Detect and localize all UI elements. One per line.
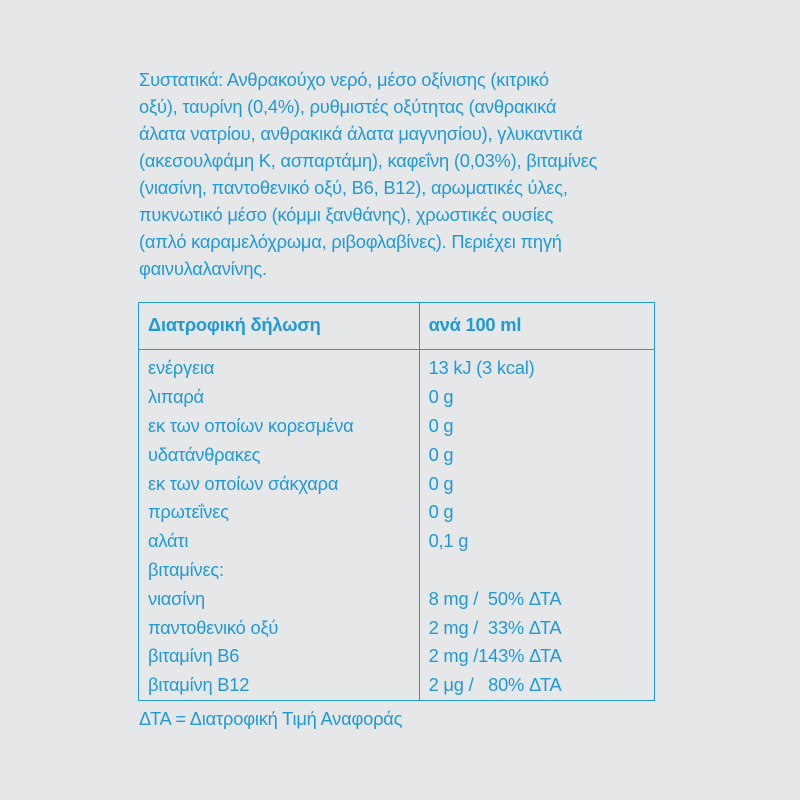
ingredients-line: πυκνωτικό μέσο (κόμμι ξανθάνης), χρωστικές ουσίες <box>139 204 554 225</box>
footnote: ΔΤΑ = Διατροφική Τιμή Αναφοράς <box>139 708 403 729</box>
table-row <box>139 671 655 700</box>
nutrition-header-label: Διατροφική δήλωση <box>139 303 420 350</box>
table-row <box>139 469 655 498</box>
nutrient-value: 0 g <box>419 469 654 498</box>
nutrient-label: υδατάνθρακες <box>139 440 420 469</box>
nutrient-value: 0 g <box>419 412 654 441</box>
nutrient-value: 13 kJ (3 kcal) <box>419 350 654 383</box>
ingredients-text <box>139 66 659 282</box>
nutrient-label: βιταμίνη Β6 <box>139 642 420 671</box>
nutrient-label: βιταμίνες: <box>139 556 420 585</box>
nutrition-header-per-100ml: ανά 100 ml <box>419 303 654 350</box>
nutrient-value: 2 μg / 80% ΔΤΑ <box>419 671 654 700</box>
ingredients-line: (απλό καραμελόχρωμα, ριβοφλαβίνες). Περιέχει πηγή <box>139 231 562 252</box>
nutrient-value: 8 mg / 50% ΔΤΑ <box>419 584 654 613</box>
ingredients-line: (ακεσουλφάμη Κ, ασπαρτάμη), καφεΐνη (0,03%), βιταμίνες <box>139 150 598 171</box>
table-row <box>139 383 655 412</box>
ingredients-line: φαινυλαλανίνης. <box>139 258 267 279</box>
nutrient-label: εκ των οποίων σάκχαρα <box>139 469 420 498</box>
table-row <box>139 642 655 671</box>
nutrition-header-row <box>139 303 655 350</box>
ingredients-line: οξύ), ταυρίνη (0,4%), ρυθμιστές οξύτητας (ανθρακικά <box>139 96 557 117</box>
nutrient-label: ενέργεια <box>139 350 420 383</box>
nutrient-label: βιταμίνη Β12 <box>139 671 420 700</box>
table-row <box>139 350 655 383</box>
nutrient-value: 2 mg / 33% ΔΤΑ <box>419 613 654 642</box>
nutrient-label: παντοθενικό οξύ <box>139 613 420 642</box>
nutrient-label: πρωτεΐνες <box>139 498 420 527</box>
nutrient-value <box>419 556 654 585</box>
table-row <box>139 527 655 556</box>
nutrient-label: λιπαρά <box>139 383 420 412</box>
table-row <box>139 556 655 585</box>
nutrient-label: εκ των οποίων κορεσμένα <box>139 412 420 441</box>
nutrient-value: 2 mg /143% ΔΤΑ <box>419 642 654 671</box>
nutrient-value: 0,1 g <box>419 527 654 556</box>
table-row <box>139 584 655 613</box>
nutrient-label: νιασίνη <box>139 584 420 613</box>
ingredients-line: άλατα νατρίου, ανθρακικά άλατα μαγνησίου), γλυκαντικά <box>139 123 583 144</box>
nutrient-value: 0 g <box>419 383 654 412</box>
nutrient-value: 0 g <box>419 498 654 527</box>
table-row <box>139 498 655 527</box>
table-row <box>139 613 655 642</box>
table-row <box>139 440 655 469</box>
ingredients-line: (νιασίνη, παντοθενικό οξύ, Β6, Β12), αρωματικές ύλες, <box>139 177 568 198</box>
table-row <box>139 412 655 441</box>
ingredients-line: Συστατικά: Ανθρακούχο νερό, μέσο οξίνισης (κιτρικό <box>139 69 549 90</box>
nutrition-table <box>138 302 655 701</box>
nutrient-label: αλάτι <box>139 527 420 556</box>
nutrient-value: 0 g <box>419 440 654 469</box>
